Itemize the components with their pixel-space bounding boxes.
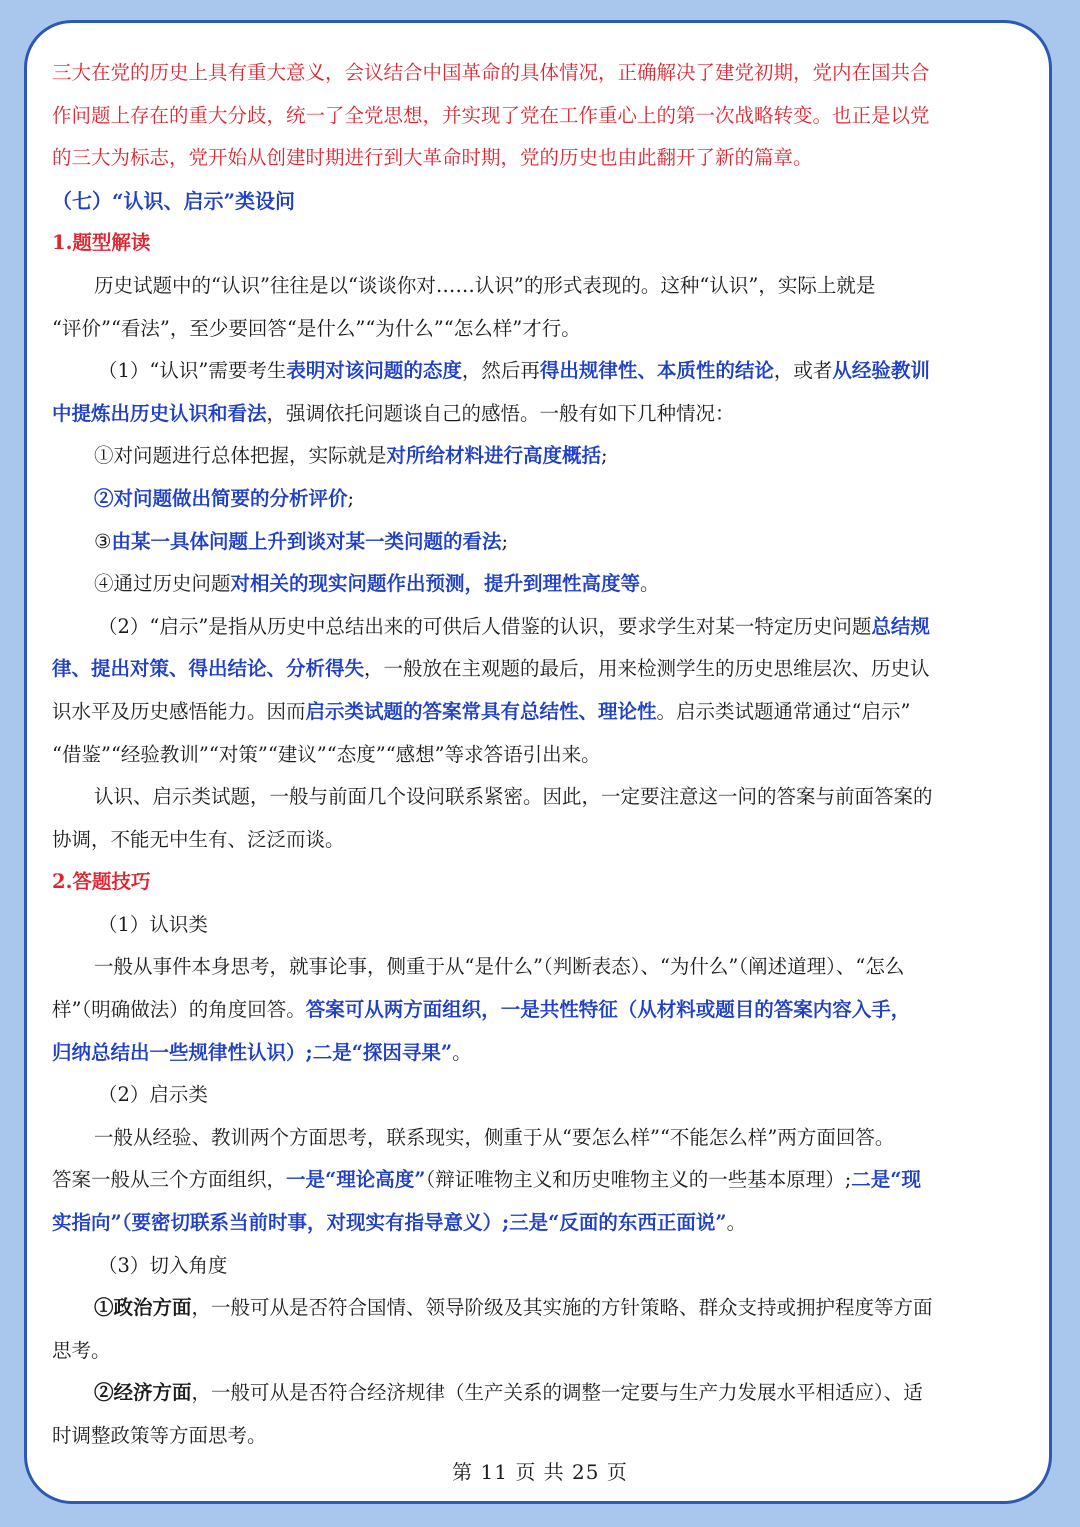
emphasis-text: 表明对该问题的态度 xyxy=(286,359,462,383)
paragraph-line xyxy=(52,1032,1028,1075)
paragraph-line: 一般从事件本身思考，就事论事，侧重于从“是什么”（判断表态）、“为什么”（阐述道理）、“怎么 xyxy=(94,955,905,979)
emphasis-text: 律、提出对策、得出结论、分析得失 xyxy=(52,657,365,681)
subsection-1-heading: 1.题型解读 xyxy=(52,231,151,255)
subheading: （2）启示类 xyxy=(98,1083,208,1107)
emphasis-text: 得出规律性、本质性的结论 xyxy=(539,359,774,383)
text-span: ; xyxy=(347,486,355,510)
paragraph-line: 思考。 xyxy=(52,1338,111,1362)
list-item xyxy=(52,521,1028,564)
paragraph-line: 历史试题中的“认识”往往是以“谈谈你对……认识”的形式表现的。这种“认识”，实际上就是 xyxy=(94,273,876,297)
subheading: （1）认识类 xyxy=(98,912,208,936)
paragraph-line: 一般从经验、教训两个方面思考，联系现实，侧重于从“要怎么样”“不能怎么样”两方面回答。 xyxy=(94,1125,895,1149)
paragraph-line xyxy=(52,989,1028,1032)
emphasis-text: 一是“理论高度” xyxy=(286,1168,426,1192)
intro-line-3: 的三大为标志，党开始从创建时期进行到大革命时期，党的历史也由此翻开了新的篇章。 xyxy=(52,146,813,170)
emphasis-text: 答案可从两方面组织，一是共性特征（从材料或题目的答案内容入手， xyxy=(305,998,911,1022)
list-item xyxy=(52,435,1028,478)
subsection-2-heading: 2.答题技巧 xyxy=(52,870,151,894)
list-item xyxy=(52,478,1028,521)
paragraph-line: “借鉴”“经验教训”“对策”“建议”“态度”“感想”等求答语引出来。 xyxy=(52,742,601,766)
paragraph-line: “评价”“看法”，至少要回答“是什么”“为什么”“怎么样”才行。 xyxy=(52,316,581,340)
text-span: ，一般可从是否符合经济规律（生产关系的调整一定要与生产力发展水平相适应）、适 xyxy=(191,1381,923,1405)
text-span: ，然后再 xyxy=(461,359,540,383)
bold-label: ①政治方面 xyxy=(94,1296,192,1320)
emphasis-text: 对问题做出简要的分析评价 xyxy=(113,486,348,510)
emphasis-text: 总结规 xyxy=(871,614,930,638)
text-span: ; xyxy=(601,444,608,468)
bold-label: ②经济方面 xyxy=(94,1381,192,1405)
emphasis-text: 实指向”（要密切联系当前时事，对现实有指导意义）;三是“反面的东西正面说” xyxy=(52,1211,727,1235)
emphasis-text: 归纳总结出一些规律性认识）;二是“探因寻果” xyxy=(52,1040,453,1064)
text-span: ④通过历史问题 xyxy=(94,572,231,596)
list-marker: ② xyxy=(94,486,114,510)
text-span: （辩证唯物主义和历史唯物主义的一些基本原理）; xyxy=(425,1168,852,1192)
text-span: 答案一般从三个方面组织， xyxy=(52,1168,287,1192)
text-span: 识水平及历史感悟能力。因而 xyxy=(52,699,306,723)
document-body xyxy=(52,52,1028,1458)
text-span: （2）“启示”是指从历史中总结出来的可供后人借鉴的认识，要求学生对某一特定历史问题 xyxy=(98,614,872,638)
paragraph-line xyxy=(52,648,1028,691)
emphasis-text: 对相关的现实问题作出预测，提升到理性高度等 xyxy=(230,572,641,596)
paragraph-line: 时调整政策等方面思考。 xyxy=(52,1424,267,1447)
emphasis-text: 二是“现 xyxy=(851,1168,921,1192)
paragraph-line xyxy=(52,1202,1028,1245)
text-span: 。 xyxy=(452,1040,472,1064)
emphasis-text: 启示类试题的答案常具有总结性、理论性 xyxy=(305,699,657,723)
paragraph-line xyxy=(52,606,1028,649)
text-span: （1）“认识”需要考生 xyxy=(98,359,287,383)
paragraph-line xyxy=(52,1287,1028,1330)
text-span: 样”（明确做法）的角度回答。 xyxy=(52,998,306,1022)
paragraph-line xyxy=(52,691,1028,734)
paragraph-line: 协调，不能无中生有、泛泛而谈。 xyxy=(52,827,345,851)
subheading: （3）切入角度 xyxy=(98,1253,228,1277)
text-span: ，强调依托问题谈自己的感悟。一般有如下几种情况： xyxy=(266,401,735,425)
text-span: 。 xyxy=(726,1211,747,1235)
text-span: ①对问题进行总体把握，实际就是 xyxy=(94,444,387,468)
text-span: 。启示类试题通常通过“启示” xyxy=(656,699,911,723)
page-number: 第 11 页 共 25 页 xyxy=(452,1460,628,1484)
intro-line-1: 三大在党的历史上具有重大意义，会议结合中国革命的具体情况，正确解决了建党初期，党内在国共合 xyxy=(52,61,930,84)
text-span: 。 xyxy=(640,572,660,596)
emphasis-text: 中提炼出历史认识和看法 xyxy=(52,401,267,425)
paragraph-line xyxy=(52,350,1028,393)
text-span: ; xyxy=(501,529,509,553)
paragraph-line xyxy=(52,393,1028,436)
text-span: ，一般可从是否符合国情、领导阶级及其实施的方针策略、群众支持或拥护程度等方面 xyxy=(191,1296,933,1320)
emphasis-text: 对所给材料进行高度概括 xyxy=(386,444,602,468)
list-marker: ③ xyxy=(94,529,112,553)
list-item xyxy=(52,563,1028,606)
text-span: ，一般放在主观题的最后，用来检测学生的历史思维层次、历史认 xyxy=(364,657,930,681)
paragraph-line xyxy=(52,1159,1028,1202)
text-span: ，或者 xyxy=(773,359,833,383)
paragraph-line xyxy=(52,1372,1028,1415)
section-7-heading: （七）“认识、启示”类设问 xyxy=(52,188,296,213)
intro-line-2: 作问题上存在的重大分歧，统一了全党思想，并实现了党在工作重心上的第一次战略转变。也正是以党 xyxy=(52,103,930,127)
emphasis-text: 从经验教训 xyxy=(832,359,930,383)
paragraph-line: 认识、启示类试题，一般与前面几个设问联系紧密。因此，一定要注意这一问的答案与前面答案的 xyxy=(94,785,933,809)
emphasis-text: 由某一具体问题上升到谈对某一类问题的看法 xyxy=(111,529,502,553)
